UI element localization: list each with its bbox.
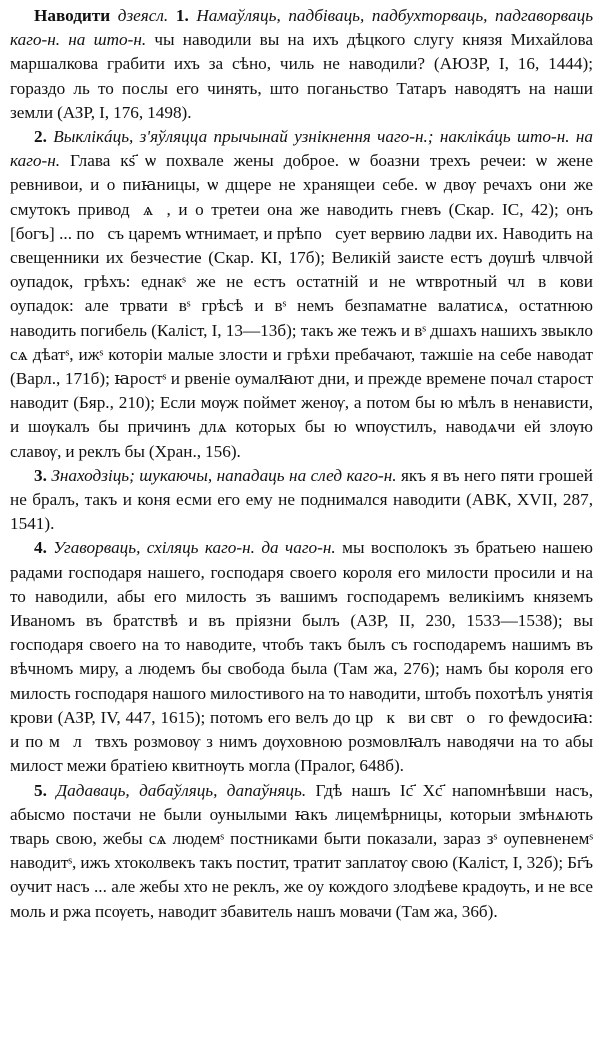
sense-2-paragraph [10, 125, 593, 464]
sense-gloss-1: Намаўляць, падбіваць, падбухторваць, падгаворваць каго-н. на што-н. [10, 6, 594, 50]
headword: Наводити [34, 6, 111, 25]
sense-number-5: 5. [34, 780, 47, 800]
sense-number-3: 3. [34, 465, 47, 485]
sense-gloss-2: Выклікáць, з'яўляцца прычынай узнікнення чаго-н.; наклікáць што-н. на каго-н. [10, 127, 593, 171]
sense-4-paragraph [10, 536, 593, 778]
sense-citations-3: якъ я въ него пяти грошей не бралъ, такъ и коня есми его ему не поднимался наводити (АВК, XVII, 287, 1541). [10, 465, 594, 534]
sense-number-4: 4. [34, 538, 47, 558]
sense-1-paragraph [10, 4, 593, 125]
sense-number-1: 1. [175, 6, 189, 25]
grammar-label: дзеясл. [117, 6, 169, 25]
sense-citations-1: чы наводили вы на ихъ дѣцкого слугу князя Михайлова маршалкова грабити ихъ за сѣно, чиль не наводили? (АЮЗР, І, 16, 1444); горaздо ль то послы его чинять, што поганьство Татаръ наводятъ на наши земли (АЗР, І, 176, 1498). [10, 30, 593, 122]
sense-3-paragraph [10, 464, 593, 537]
sense-gloss-5: Дадаваць, дабаўляць, дапаўняць. [56, 780, 307, 800]
sense-citations-5: Гдѣ нашъ Іс҃ Хс҃ напомнѣвши насъ, абысмо постачи не были оунылыми ꙗкъ лицемѣрницы, которыи змѣнѧють тварь свою, жебы сѧ людемˢ постниками быти показали, зараз зˢ оупевненемˢ наводитˢ, ижъ хтоколвекъ такъ постит, тратит заплатѹ свою (Каліст, І, 32б); Бг҃ъ оучит насъ ... але жебы хто не реклъ, же оу кождого злодѣеве крадѹть, и не все моль и ржа псѹеть, наводит збавитель нашъ мовачи (Там жа, 36б). [10, 780, 593, 921]
sense-number-2: 2. [34, 127, 47, 147]
sense-gloss-4: Угаворваць, схіляць каго-н. да чаго-н. [53, 538, 336, 558]
sense-citations-2: Глава кѕ҃ ѡ похвале жены доброе. ѡ бoазни трехъ речеи: ѡ жене ревнивои, и о пиꙗницы, ѡ дщере не хранящеи себе. ѡ двѹ речахъ они же смутокъ привод︮ѧ︯, и о третеи она же наводить гневъ (Скар. ІС, 42); онъ [богъ] ... поꙁсъ царемъ ѡтнимает, и прѣпоꙁсует вервию лaдви их. Наводить на свещенники их безчестие (Скар. КІ, 17б); Великiй заисте естъ дѹшѣ члвчой оупадок, грѣхъ: еднакˢ же не естъ остатнiй и не ѡтвротный чл︮в︯кови оупадок: але трвати вˢ грѣсѣ и вˢ немъ безпаматне валатисѧ, остатнюю наводить погибель (Каліст, І, 13—13б); такъ же тежъ и вˢ дшахъ нашихъ звыкло сѧ дѣатˢ, ижˢ которiи малые злости и грѣхи пребачают, тажшiе на себе наводат (Варл., 171б); ꙗростˢ и рвенiе оумалꙗют дни, и прежде времене почал старост наводит (Бяр., 210); Если мѹж поймет женѹ, а потом бы ю мѣлъ в ненависти, и шѹкалъ бы причинъ длѧ которых бы ю ѡпѹстилъ, наводѧчи ей злѹю славѹ, и реклъ бы (Хран., 156). [10, 151, 594, 461]
sense-5-paragraph [10, 779, 593, 924]
sense-citations-4: мы восполокъ зъ братьею нашею радами господаря нашего, господаря своего короля его милости просили и на то наводили, абы его милость зъ вашимъ господаремъ великiимъ княземъ Иваномъ въ братствѣ и въ прiязни былъ (АЗР, ІІ, 230, 1533—1538); вы господаря своего на то наводите, чтобъ такъ былъ съ господаремъ нашимъ въ вѣчномъ миру, а людемъ бы свобода была (Там жа, 276); намъ бы короля его милость господаря нашого милостивого на то наводити, штобъ похотѣлъ унятія крови (АЗР, IV, 447, 1615); потомъ его велъ до цр︮к︯ви свт︮о︯го феѡдосиꙗ: и по м︮л︯твхъ розмовѹ з нимъ дѹховною розмовлꙗлъ наводячи на то абы милост межи братiею квитнѹть могла (Пралог, 648б). [10, 538, 593, 776]
sense-gloss-3: Знаходзіць; шукаючы, нападаць на след каго-н. [51, 465, 397, 485]
